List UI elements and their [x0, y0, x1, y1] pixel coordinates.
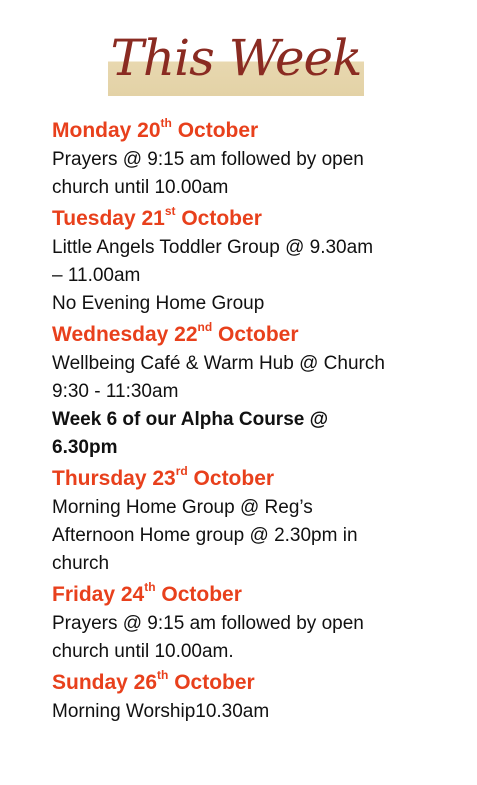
event-line: Prayers @ 9:15 am followed by open: [52, 613, 364, 634]
day-section: [52, 580, 462, 666]
event-line: – 11.00am: [52, 265, 141, 286]
day-heading-month: October: [187, 467, 275, 490]
event-line: Little Angels Toddler Group @ 9.30am: [52, 237, 374, 258]
day-heading-month: October: [155, 583, 242, 606]
day-heading-month: October: [175, 207, 262, 230]
day-heading-date: Tuesday 21: [52, 207, 165, 230]
day-heading-date: Thursday 23: [52, 467, 176, 490]
day-section: [52, 668, 462, 726]
event-line: church until 10.00am.: [52, 641, 234, 662]
day-heading-date: Wednesday 22: [52, 323, 198, 346]
day-heading-month: October: [212, 323, 299, 346]
event-line: church until 10.00am: [52, 177, 229, 198]
event-line-highlight: Week 6 of our Alpha Course @: [52, 409, 329, 430]
day-heading-date: Sunday 26: [52, 671, 158, 694]
day-heading-date: Friday 24: [52, 583, 145, 606]
banner-title: This Week: [110, 29, 362, 87]
day-heading-month: October: [168, 671, 255, 694]
day-heading: [52, 204, 462, 234]
event-line: Wellbeing Café & Warm Hub @ Church: [52, 353, 385, 374]
day-section: [52, 116, 462, 202]
day-ordinal-suffix: nd: [197, 320, 213, 334]
this-week-banner: [108, 24, 364, 96]
day-heading: [52, 464, 462, 494]
day-section: [52, 204, 462, 318]
day-section: [52, 464, 462, 578]
day-heading: [52, 668, 462, 698]
event-line: 9:30 - 11:30am: [52, 381, 179, 402]
event-line-highlight: 6.30pm: [52, 437, 118, 458]
day-heading: [52, 320, 462, 350]
event-line: Morning Worship10.30am: [52, 701, 270, 722]
schedule: [52, 116, 462, 726]
day-heading: [52, 116, 462, 146]
day-heading: [52, 580, 462, 610]
day-ordinal-suffix: th: [157, 668, 169, 682]
event-line: church: [52, 553, 110, 574]
event-line: Morning Home Group @ Reg’s: [52, 497, 313, 518]
day-ordinal-suffix: st: [164, 204, 176, 218]
day-heading-date: Monday 20: [52, 119, 161, 142]
event-line: Afternoon Home group @ 2.30pm in: [52, 525, 358, 546]
day-heading-month: October: [171, 119, 259, 142]
day-ordinal-suffix: th: [144, 580, 156, 594]
event-line: Prayers @ 9:15 am followed by open: [52, 149, 364, 170]
day-ordinal-suffix: rd: [175, 464, 188, 478]
event-line: No Evening Home Group: [52, 293, 265, 314]
day-section: [52, 320, 462, 462]
day-ordinal-suffix: th: [160, 116, 172, 130]
